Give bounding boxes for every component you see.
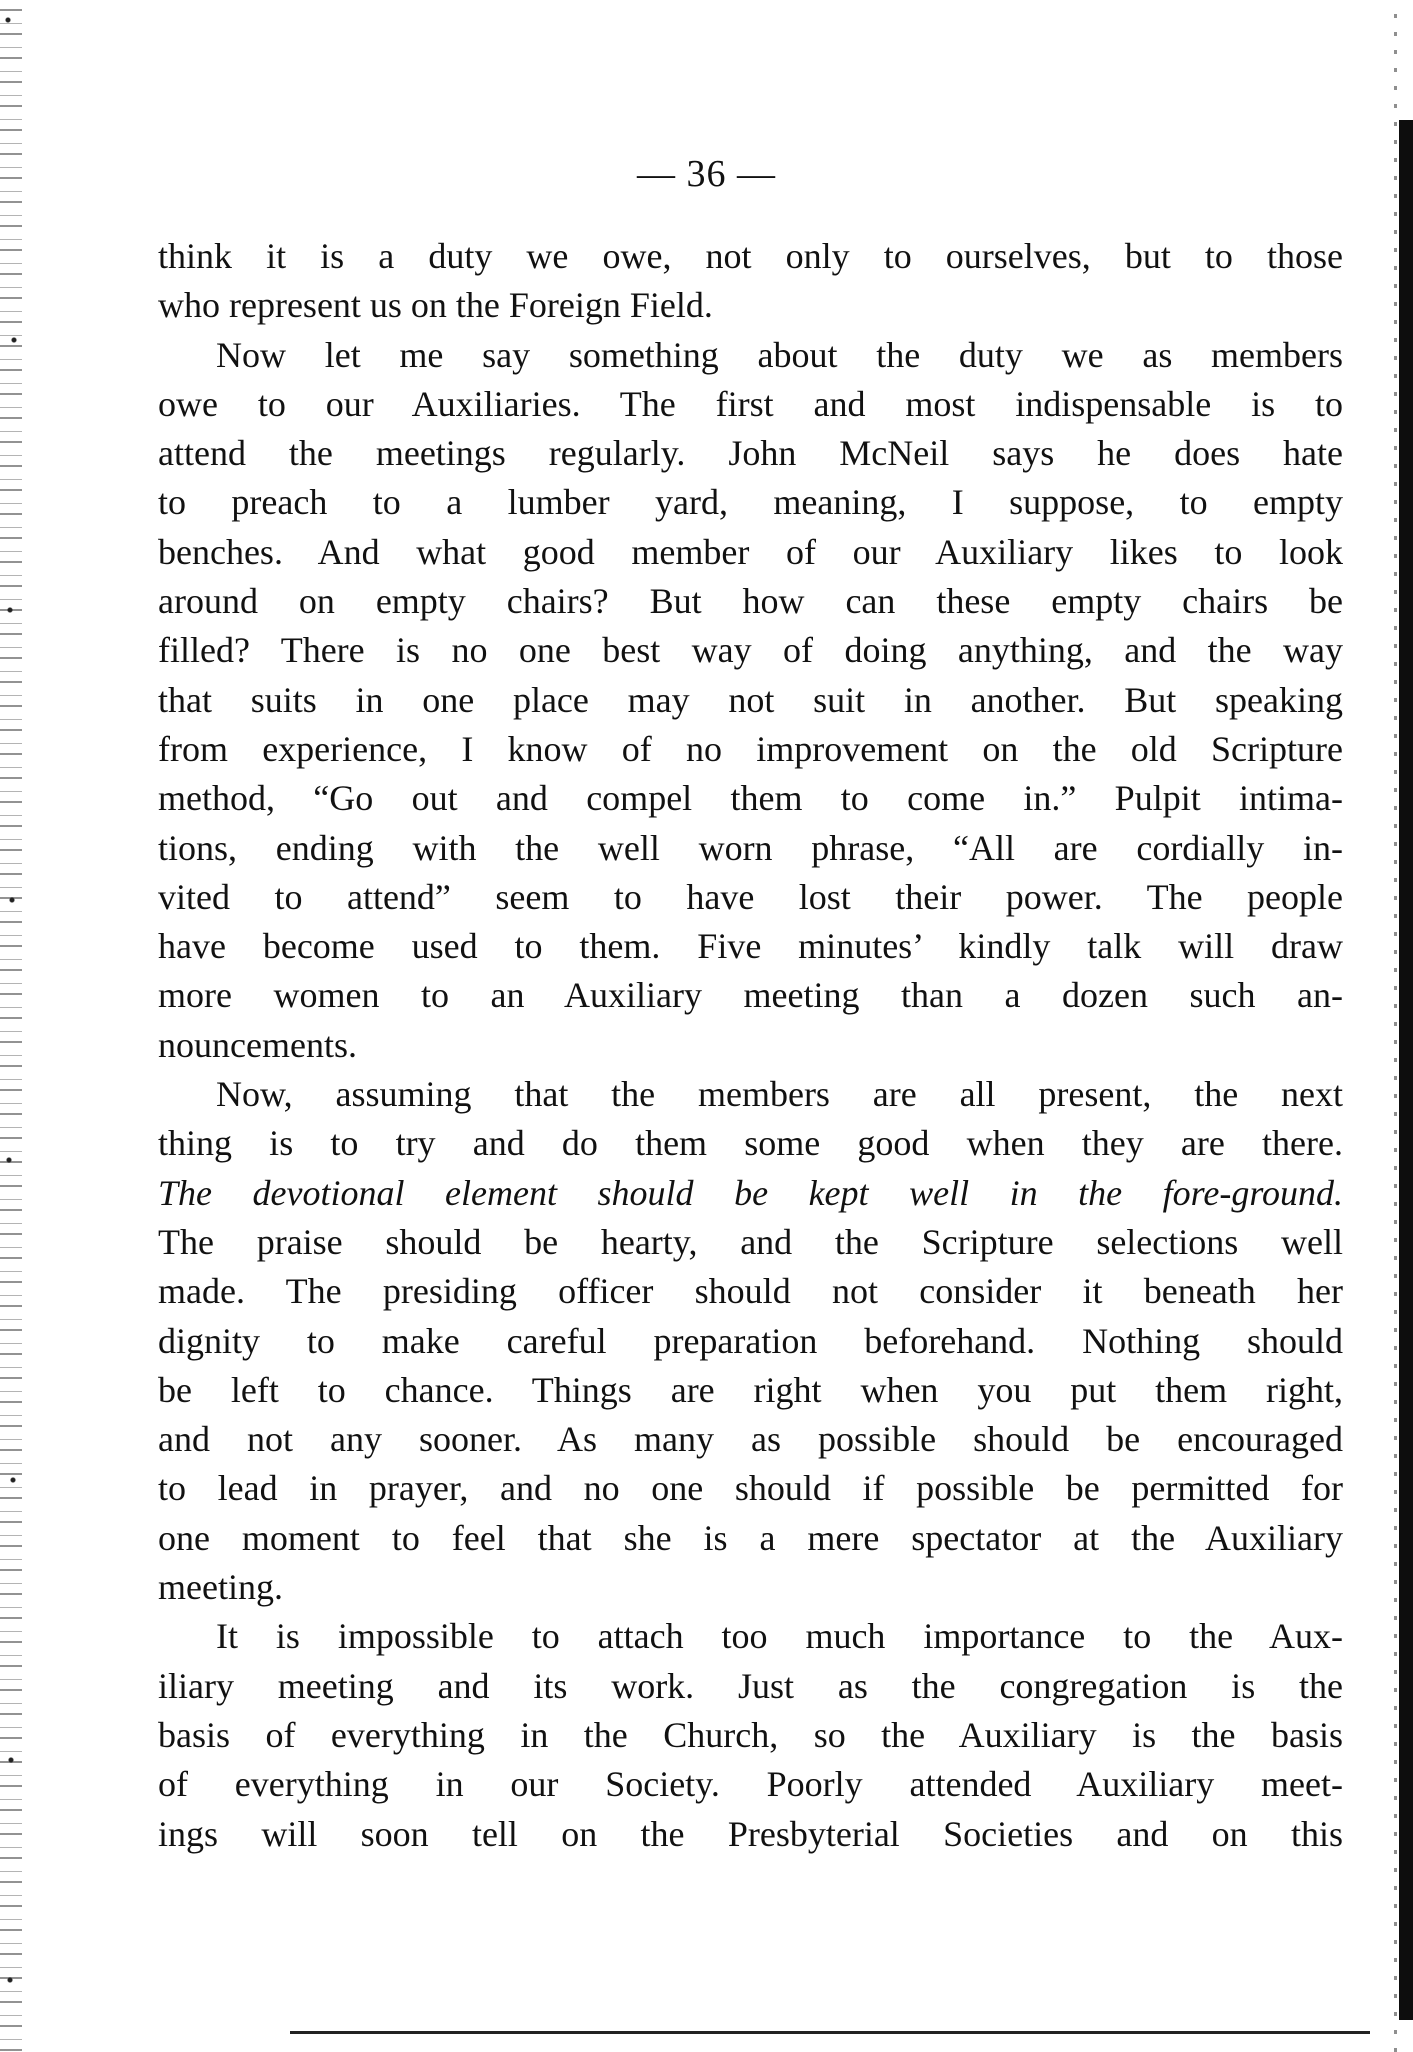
text-line: have become used to them. Five minutes’ kindly talk will draw [158,926,1343,967]
text-line: be left to chance. Things are right when you put them right, [158,1369,1343,1410]
text-line: made. The presiding officer should not consider it beneath her [158,1271,1343,1312]
text-line-italic: The devotional element should be kept well in the fore-ground. [158,1172,1343,1213]
text-line: iliary meeting and its work. Just as the congregation is the [158,1665,1343,1706]
scan-edge-right [1399,120,1413,2020]
text-line: Now, assuming that the members are all present, the next [216,1074,1343,1115]
text-line: one moment to feel that she is a mere spectator at the Auxiliary [158,1517,1343,1558]
paragraph-3 [158,1070,1343,1612]
paragraph-4 [158,1612,1343,1858]
text-line: more women to an Auxiliary meeting than a dozen such an- [158,975,1343,1016]
paragraph-1 [158,232,1343,331]
body-text [158,232,1343,1859]
text-line: Now let me say something about the duty we as members [216,334,1343,375]
text-line: around on empty chairs? But how can these empty chairs be [158,581,1343,622]
text-line: of everything in our Society. Poorly attended Auxiliary meet- [158,1764,1343,1805]
scan-speckles-left [0,0,30,2052]
text-line: benches. And what good member of our Auxiliary likes to look [158,531,1343,572]
text-line: owe to our Auxiliaries. The first and most indispensable is to [158,383,1343,424]
scan-bottom-rule [290,2031,1370,2034]
text-line: tions, ending with the well worn phrase, “All are cordially in- [158,827,1343,868]
text-line: think it is a duty we owe, not only to ourselves, but to those [158,236,1343,276]
text-line: basis of everything in the Church, so the Auxiliary is the basis [158,1714,1343,1755]
text-line: that suits in one place may not suit in another. But speaking [158,679,1343,720]
paragraph-2 [158,331,1343,1070]
text-line: ings will soon tell on the Presbyterial Societies and on this [158,1813,1343,1854]
text-line: The praise should be hearty, and the Scripture selections well [158,1221,1343,1262]
page-number: — 36 — [637,153,776,195]
text-line: It is impossible to attach too much importance to the Aux- [216,1616,1343,1657]
text-line: to lead in prayer, and no one should if possible be permitted for [158,1468,1343,1509]
text-line: who represent us on the Foreign Field. [158,285,713,326]
text-line: filled? There is no one best way of doing anything, and the way [158,630,1343,671]
text-line: method, “Go out and compel them to come in.” Pulpit intima- [158,778,1343,819]
text-line: from experience, I know of no improvement on the old Scripture [158,728,1343,769]
text-line: dignity to make careful preparation beforehand. Nothing should [158,1320,1343,1361]
text-line: and not any sooner. As many as possible should be encouraged [158,1419,1343,1460]
text-line: meeting. [158,1567,283,1608]
text-line: nouncements. [158,1024,357,1065]
text-line: thing is to try and do them some good when they are there. [158,1123,1343,1164]
text-line: attend the meetings regularly. John McNeil says he does hate [158,433,1343,474]
text-line: to preach to a lumber yard, meaning, I suppose, to empty [158,482,1343,523]
scan-edge-right-thin [1394,0,1397,2052]
text-line: vited to attend” seem to have lost their power. The people [158,876,1343,917]
